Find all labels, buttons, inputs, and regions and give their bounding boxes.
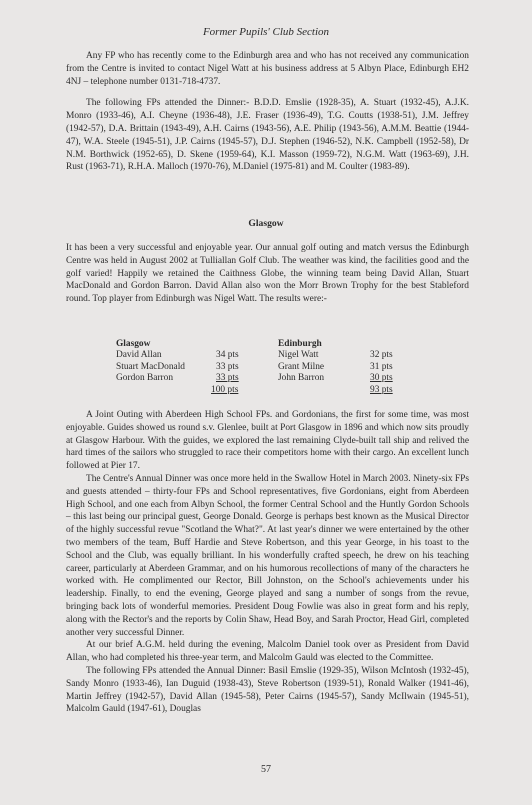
paragraph-golf-outing: It has been a very successful and enjoyable year. Our annual golf outing and match versus the Edinburgh Centre was held in August 2002 at Tulliallan Golf Club. The weather was kind, the facilities good and the golf varied! Happily we retained the Caithness Globe, the winning team being David Allan, Stuart MacDonald and Gordon Barron. David Allan also won the Morr Brown Trophy for the best Stableford round. Top player from Edinburgh was Nigel Watt. The results were:-	[66, 243, 469, 305]
player-points: 32 pts	[370, 350, 393, 360]
paragraph-joint-outing: A Joint Outing with Aberdeen High School FPs. and Gordonians, the first for some time, was most enjoyable. Guides showed us round s.v. Glenlee, built at Port Glasgow in 1896 and which now sits proudly at Glasgow Harbour. With the guides, we explored the last remaining Clyde-built tall ship and relived the hard times of the sailors who struggled to race their competitors home with their cargo. An excellent lunch followed at Pier 17.	[66, 410, 469, 472]
player-name: David Allan	[116, 350, 162, 360]
player-name: Stuart MacDonald	[116, 361, 185, 372]
paragraph-agm: At our brief A.G.M. held during the evening, Malcolm Daniel took over as President from David Allan, who had completed his three-year term, and Malcolm Gauld was elected to the Committee.	[66, 640, 469, 664]
glasgow-intro	[66, 242, 469, 306]
page-number: 57	[261, 764, 271, 775]
team-total-edinburgh: 93 pts	[370, 384, 393, 395]
player-points: 33 pts	[216, 373, 239, 384]
results-column-glasgow	[116, 338, 266, 396]
paragraph-dinner-attendees: The following FPs attended the Dinner:- B.D.D. Emslie (1928-35), A. Stuart (1932-45), A.J.K. Monro (1933-46), A.I. Cheyne (1936-48), J.E. Fraser (1936-49), T.G. Coutts (1938-51), J.M. Jeffrey (1942-57), D.A. Brittain (1943-49), A.H. Cairns (1943-56), A.E. Philip (1943-56), A.M.M. Beattie (1944-47), W.A. Steele (1945-51), J.P. Cairns (1945-57), D.J. Stephen (1946-52), N.K. Campbell (1952-58), Dr N.M. Borthwick (1952-65), D. Skene (1959-64), K.I. Masson (1959-72), N.G.M. Watt (1963-69), J.H. Rust (1963-71), R.H.A. Malloch (1970-76), M.Daniel (1975-81) and M. Coulter (1983-89).	[66, 98, 469, 173]
team-total-glasgow: 100 pts	[211, 384, 239, 395]
team-name-edinburgh: Edinburgh	[278, 339, 322, 349]
team-total-row	[116, 385, 266, 397]
player-row	[278, 373, 393, 385]
golf-results-table	[116, 338, 393, 410]
player-points: 30 pts	[370, 373, 393, 384]
paragraph-contact: Any FP who has recently come to the Edinburgh area and who has not received any communication from the Centre is invited to contact Nigel Watt at his business address at 5 Albyn Place, Edinburgh EH2 4NJ – telephone number 0131-718-4737.	[66, 51, 469, 87]
player-row	[116, 350, 266, 362]
player-row	[278, 361, 393, 374]
player-name: Gordon Barron	[116, 373, 174, 384]
player-row	[116, 373, 266, 385]
player-points: 34 pts	[216, 350, 239, 360]
player-name: Nigel Watt	[278, 350, 319, 360]
team-name-glasgow: Glasgow	[116, 339, 151, 349]
player-row	[278, 350, 393, 362]
team-total-row	[278, 384, 393, 397]
player-name: Grant Milne	[278, 361, 325, 372]
glasgow-body	[66, 409, 469, 716]
intro-text	[66, 50, 469, 174]
player-name: John Barron	[278, 373, 325, 384]
section-title-glasgow: Glasgow	[248, 218, 284, 229]
player-points: 31 pts	[370, 361, 393, 372]
paragraph-annual-dinner: The Centre's Annual Dinner was once more held in the Swallow Hotel in March 2003. Ninety-six FPs and guests attended – thirty-four FPs and School representatives, five Gordonians, eight from Aberdeen High School, and one each from Albyn School, the former Central School and the Huntly Gordon Schools – this last being our principal guest, George Donald. George is perhaps best known as the Musical Director of the highly successful revue "Scotland the What?". At last year's dinner we were entertained by the other two members of the team, Buff Hardie and Steve Robertson, and this year George, in his toast to the School and the Club, was equally brilliant. In his wonderfully crafted speech, he drew on his teaching career, particularly at Aberdeen Grammar, and on his humorous recollections of many of the characters he worked with. He complimented our Rector, Bill Johnston, on the School's achievements under his leadership. Finally, to end the evening, George played and sang a number of songs from the revue, bringing back lots of wonderful memories. President Doug Fowlie was also in great form and his reply, along with the Rector's and the reports by Colin Shaw, Head Boy, and Sarah Proctor, Head Girl, completed another very successful Dinner.	[66, 473, 469, 638]
player-points: 33 pts	[216, 361, 239, 372]
results-column-edinburgh	[278, 338, 393, 396]
paragraph-dinner-fps: The following FPs attended the Annual Dinner: Basil Emslie (1929-35), Wilson McIntosh (1932-45), Sandy Monro (1933-46), Ian Duguid (1938-43), Steve Robertson (1939-51), Ronald Walker (1941-46), Martin Jeffrey (1942-57), David Allan (1945-58), Peter Cairns (1945-57), Sandy McIlwain (1945-51), Malcolm Gauld (1947-61), Douglas	[66, 665, 469, 715]
running-header: Former Pupils' Club Section	[202, 26, 330, 38]
player-row	[116, 362, 266, 374]
